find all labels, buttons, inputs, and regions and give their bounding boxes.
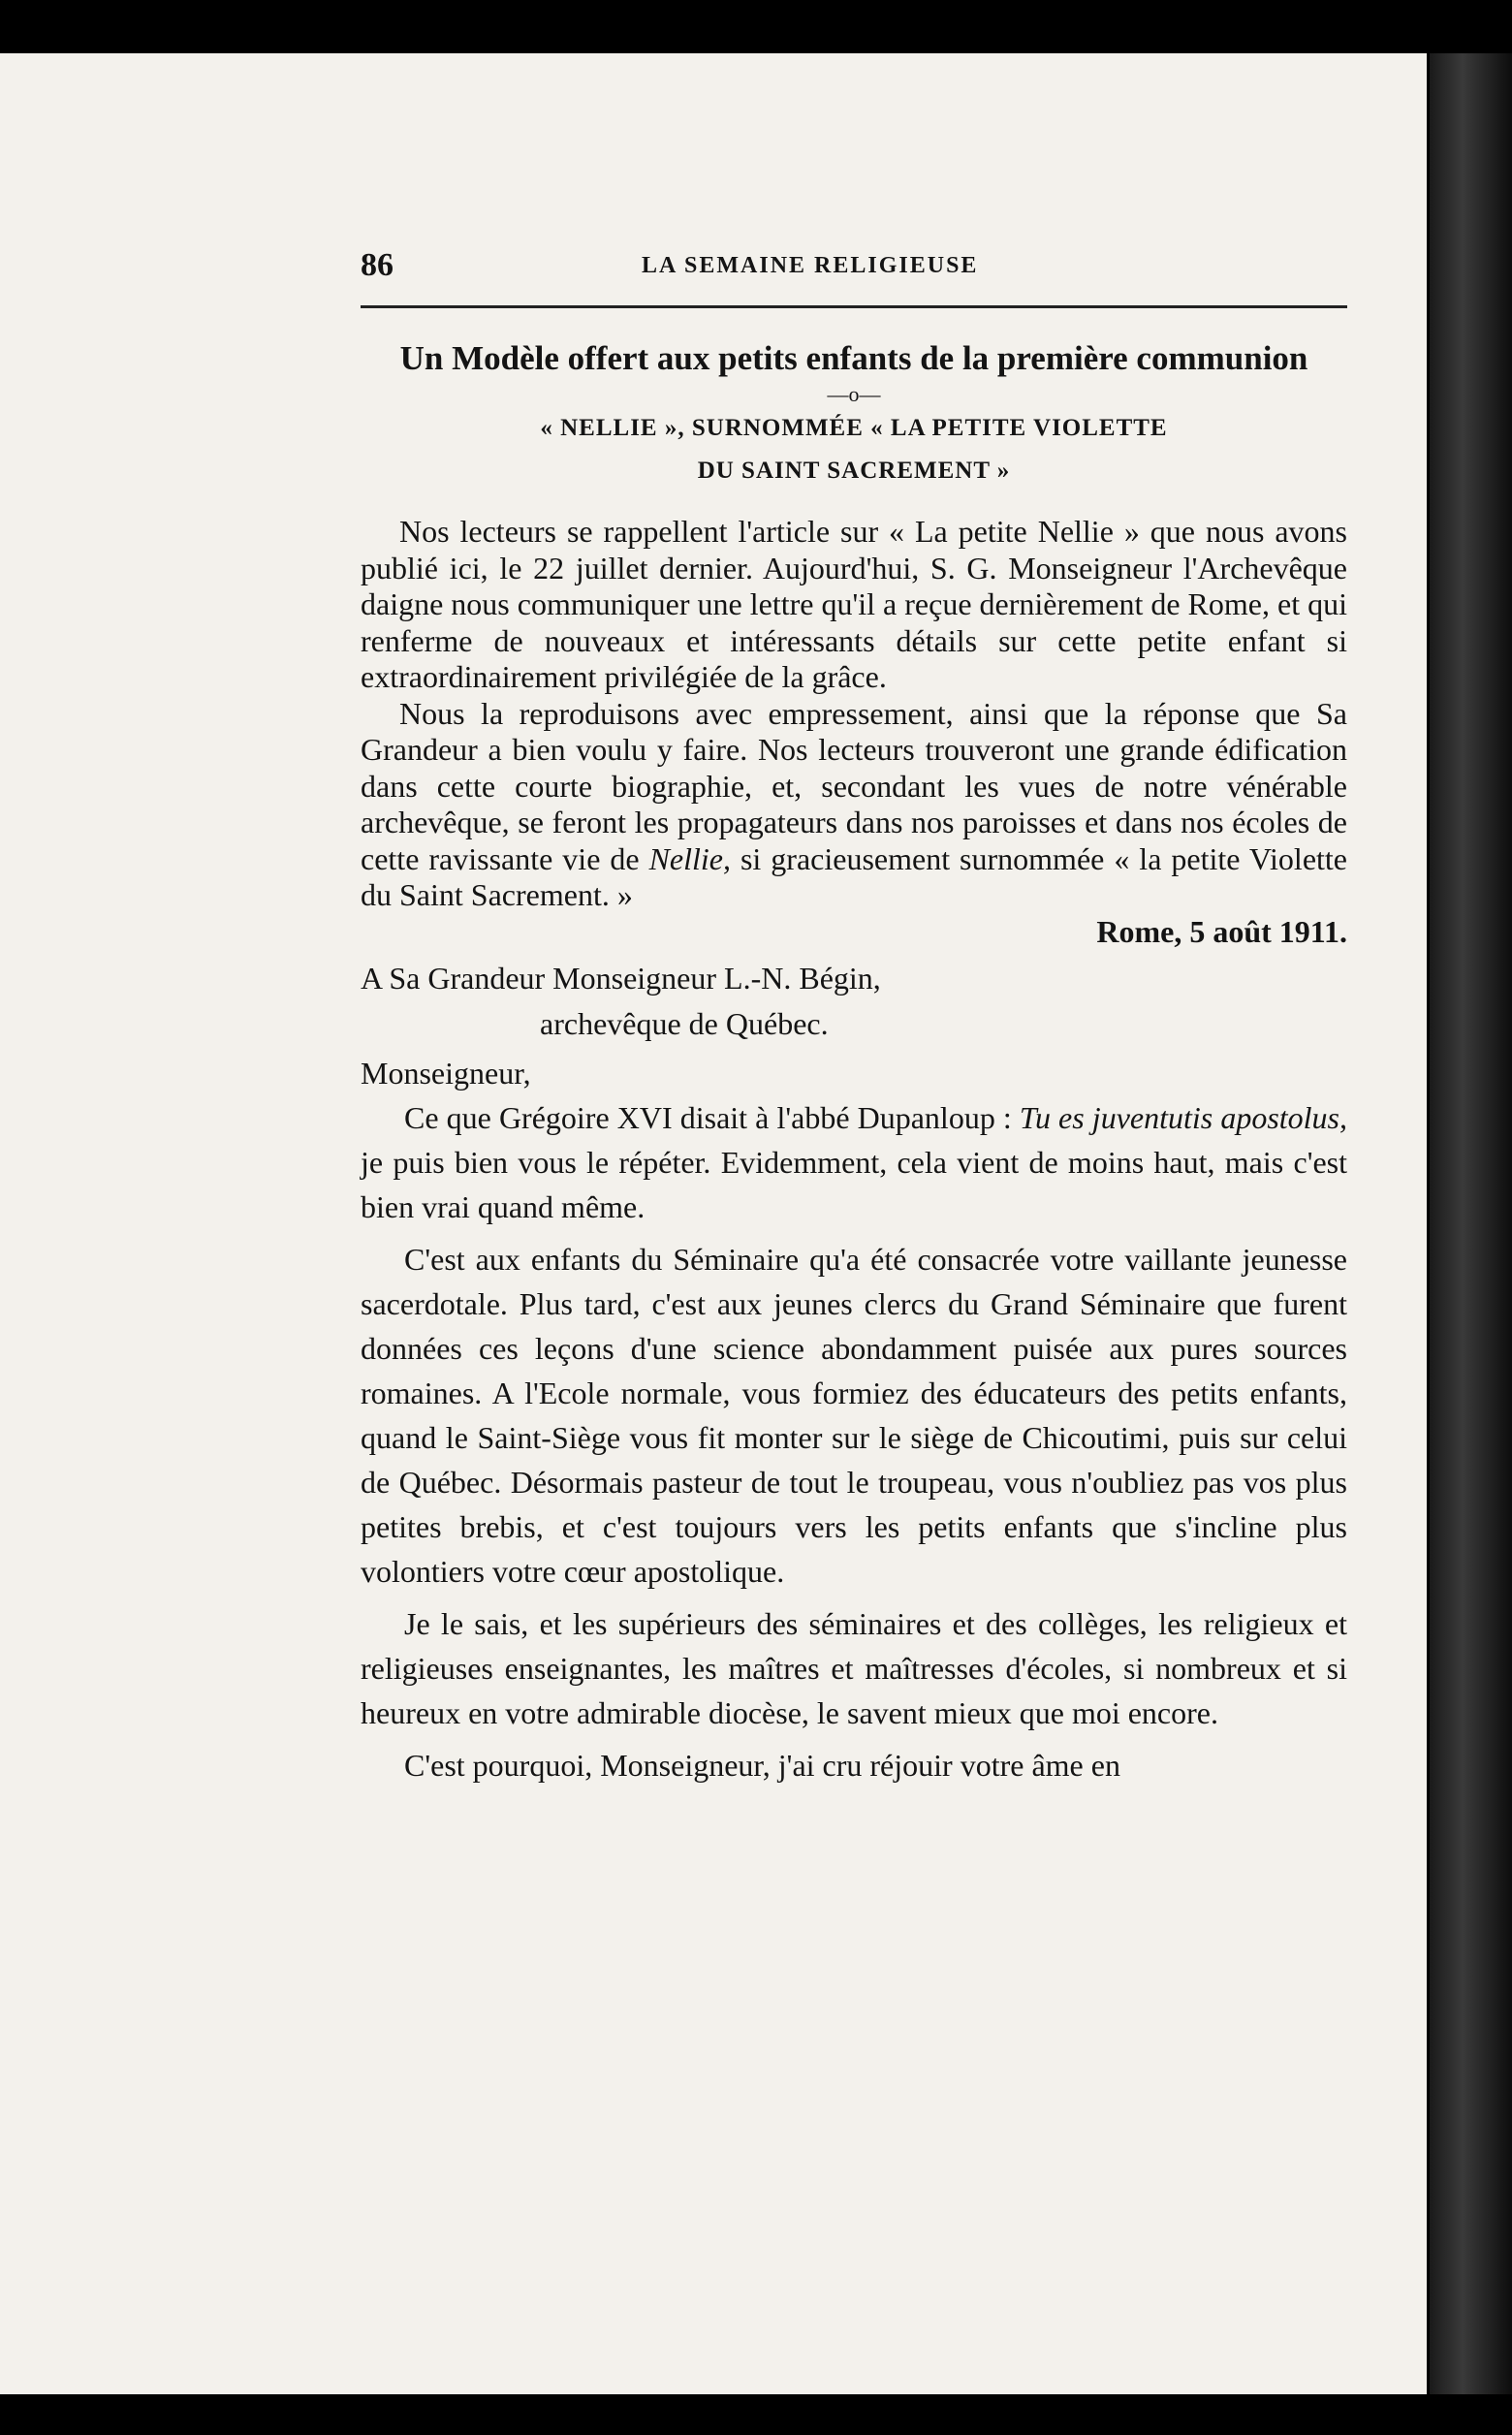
address-line-1: A Sa Grandeur Monseigneur L.-N. Bégin, [361, 961, 881, 996]
letter-paragraph-2: C'est aux enfants du Séminaire qu'a été consacrée votre vaillante jeunesse sacerdotale. Plus tard, c'est aux jeunes clercs du Grand Séminaire que furent données ces leçons d'une science abondamment puisée aux pures sources romaines. A l'Ecole normale, vous formiez des éducateurs des petits enfants, quand le Saint-Siège vous fit monter sur le siège de Chicoutimi, puis sur celui de Québec. Désormais pasteur de tout le troupeau, vous n'oubliez pas vos plus petites brebis, et c'est toujours vers les petits enfants que s'incline plus volontiers votre cœur apostolique. [361, 1242, 1347, 1589]
intro-p2-end: si gracieusement surnommée « la petite Violette du Saint Sacrement. » [361, 840, 1348, 912]
article-subtitle [361, 407, 1347, 492]
letter-salutation: Monseigneur, [361, 1056, 531, 1091]
letter-address [361, 956, 1347, 1047]
subtitle-line-2: DU SAINT SACREMENT » [697, 458, 1011, 484]
next-page-edge [1430, 53, 1512, 2394]
title-ornament: —o— [827, 382, 881, 406]
letter-date: Rome, 5 août 1911. [1096, 913, 1347, 949]
letter-p1-end: je puis bien vous le répéter. Evidemment, cela vient de moins haut, mais c'est bien vrai quand même. [361, 1145, 1347, 1224]
letter-paragraph-1 [361, 1095, 1347, 1229]
subtitle-line-1: « NELLIE », SURNOMMÉE « LA PETITE VIOLETTE [540, 415, 1168, 441]
intro-paragraph-2 [361, 696, 1347, 914]
page-content [361, 247, 1347, 1795]
nellie-italic: Nellie, [648, 840, 731, 876]
journal-title: LA SEMAINE RELIGIEUSE [642, 253, 979, 278]
intro-paragraph-1: Nos lecteurs se rappellent l'article sur « La petite Nellie » que nous avons publié ici, le 22 juillet dernier. Aujourd'hui, S. G. Monseigneur l'Archevêque daigne nous communiquer une lettre qu'il a reçue dernièrement de Rome, et qui renferme de nouveaux et intéressants détails sur cette petite enfant si extraordinairement privilégiée de la grâce. [361, 514, 1347, 694]
latin-quote-italic: Tu es juventutis apostolus, [1019, 1100, 1348, 1135]
letter-p1-text: Ce que Grégoire XVI disait à l'abbé Dupanloup : [404, 1100, 1020, 1135]
page-number: 86 [361, 247, 394, 283]
article-title: Un Modèle offert aux petits enfants de la première communion [399, 339, 1308, 377]
address-line-2: archevêque de Québec. [540, 1006, 829, 1041]
letter-paragraph-4: C'est pourquoi, Monseigneur, j'ai cru réjouir votre âme en [404, 1748, 1120, 1783]
scanned-page [0, 53, 1427, 2394]
running-head [361, 247, 1347, 308]
letter-paragraph-3: Je le sais, et les supérieurs des séminaires et des collèges, les religieux et religieuses enseignantes, les maîtres et maîtresses d'écoles, si nombreux et si heureux en votre admirable diocèse, le savent mieux que moi encore. [361, 1606, 1347, 1730]
intro-p2-text: Nous la reproduisons avec empressement, ainsi que la réponse que Sa Grandeur a bien voulu y faire. Nos lecteurs trouveront une grande édification dans cette courte biographie, et, secondant les vues de notre vénérable archevêque, se feront les propagateurs dans nos paroisses et dans nos écoles de cette ravissante vie de [361, 695, 1347, 876]
